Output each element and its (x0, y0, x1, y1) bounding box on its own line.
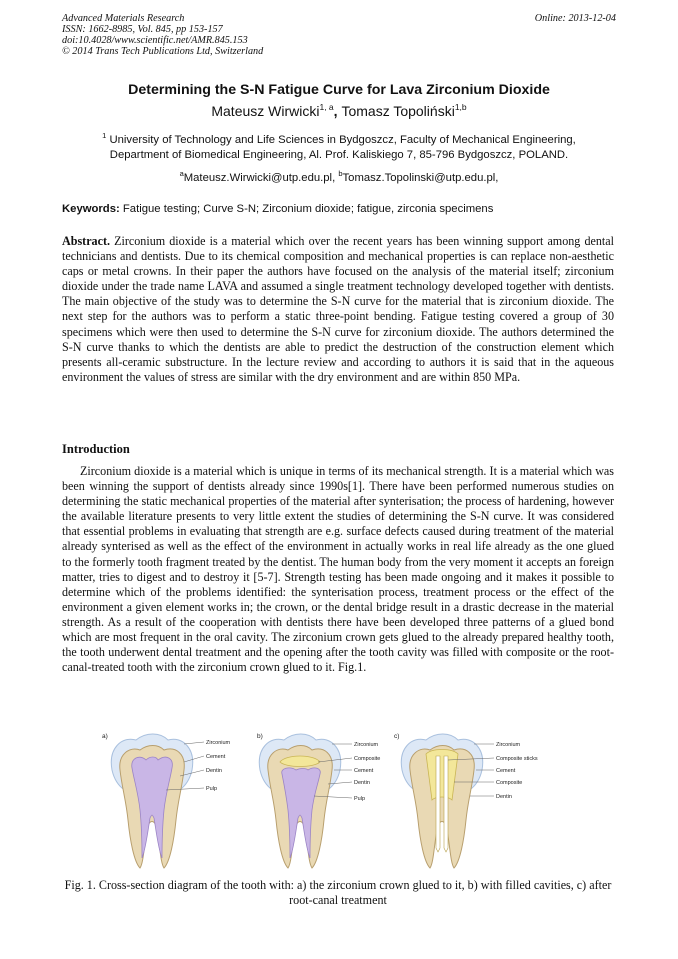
figure-caption: Fig. 1. Cross-section diagram of the tooth with: a) the zirconium crown glued to it, b) with filled cavities, c) after root-canal treatment (64, 878, 612, 908)
panel-b-label-5: Pulp (354, 796, 366, 802)
panel-b (257, 733, 380, 868)
copyright: © 2014 Trans Tech Publications Ltd, Switzerland (62, 46, 264, 57)
panel-a-label-3: Dentin (206, 768, 222, 774)
author-1-sup: 1, a (319, 102, 334, 112)
panel-a (102, 733, 231, 868)
panel-b-label-1: Zirconium (354, 742, 379, 748)
introduction-text: Zirconium dioxide is a material which is unique in terms of its mechanical strength. It is a material which was been winning the support of dentists already since 1990s[1]. There have been performed numerous studies on determining the static mechanical properties of the material after synterisation; the process of hardening, however the available literature presents to very little extent the studies of determining the S-N curve. It was considered that essential problems in evaluating that strength are e.g. surface defects caused during treatment of the material already synterised as well as the effect of the environment in actually works in real life already as the one glued to the formerly tooth fragment treated by the dentist. The human body from the very moment it accepts an foreign matter, tries to digest and to destroy it [5-7]. Strength testing has been made ongoing and it makes it possible to determine which of the problems identified: the synterisation process, treatment process or the effect of the environment a given element works in; the crown, or the dental bridge result in a drastic decrease in the material strength. As a result of the cooperation with dentists there have been developed three patterns of a glued bond which are most frequent in the oral cavity. The zirconium crown gets glued to the already prepared healthy tooth, the tooth underwent dental treatment and the opening after the tooth cavity was filled with composite or the root-canal-treated tooth with the zirconium crown glued to it. Fig.1. (62, 464, 614, 675)
keywords-text: Fatigue testing; Curve S-N; Zirconium dioxide; fatigue, zirconia specimens (119, 203, 494, 215)
panel-b-composite (280, 756, 320, 767)
journal-header (62, 13, 263, 57)
panel-b-label-4: Dentin (354, 780, 370, 786)
email-b-sup: b (338, 169, 343, 178)
panel-a-label-2: Cement (206, 754, 226, 760)
panel-c-composite-core (426, 750, 458, 801)
online-date: Online: 2013-12-04 (534, 13, 616, 24)
introduction-heading: Introduction (62, 442, 130, 456)
affiliation (0, 128, 678, 163)
panel-a-label-4: Pulp (206, 786, 218, 792)
email-a-sup: a (179, 169, 184, 178)
panel-c-label-3: Cement (496, 768, 516, 774)
doi: doi:10.4028/www.scientific.net/AMR.845.153 (62, 35, 248, 46)
panel-c-label: c) (394, 733, 400, 740)
panel-b-label-3: Cement (354, 768, 374, 774)
author-separator: , (333, 103, 342, 119)
keywords-label: Keywords: (62, 203, 120, 215)
abstract-text: Zirconium dioxide is a material which over the recent years has been winning support among dental technicians and dentists. Due to its chemical composition and mechanical properties is can replace non-aesthetic caps or metal crowns. In their paper the authors have focused on the analysis of the material itself; zirconium dioxide under the trade name LAVA and assumed a single treatment technology developed together with dentists. The main objective of the study was to determine the S-N curve for the material that is zirconium dioxide. The next step for the authors was to perform a static three-point bending. Fatigue testing covered a group of 30 specimens which were then used to determine the S-N curve for zirconium dioxide. The authors determined the S-N curve thanks to which the dentists are able to predict the destruction of the construction element which presents all-ceramic substructure. In the lecture review and according to authors it is said that in the aqueous environment the values of stress are similar with the dry environment and are within 850 MPa. (62, 234, 614, 384)
keywords (62, 203, 493, 215)
email-a: Mateusz.Wirwicki@utp.edu.pl, (183, 172, 339, 184)
panel-a-label-1: Zirconium (206, 740, 231, 746)
panel-b-label: b) (257, 733, 263, 740)
author-1: Mateusz Wirwicki (211, 103, 320, 119)
issn: ISSN: 1662-8985, Vol. 845, pp 153-157 (62, 24, 223, 35)
paper-title: Determining the S-N Fatigue Curve for Lava Zirconium Dioxide (128, 82, 550, 98)
email-b: Tomasz.Topolinski@utp.edu.pl, (342, 172, 499, 184)
author-2: Tomasz Topoliński (341, 103, 455, 119)
panel-c-label-1: Zirconium (496, 742, 521, 748)
affiliation-sup: 1 (102, 131, 107, 140)
panel-b-label-2: Composite (354, 756, 381, 762)
email-line (0, 166, 678, 186)
panel-c-label-2: Composite sticks (496, 756, 538, 762)
panel-a-label: a) (102, 733, 108, 740)
panel-c (394, 733, 538, 868)
journal-name: Advanced Materials Research (62, 13, 185, 24)
affiliation-line-1: University of Technology and Life Sciences in Bydgoszcz, Faculty of Mechanical Engineering, (109, 134, 576, 146)
panel-c-label-5: Dentin (496, 794, 512, 800)
abstract (62, 234, 614, 385)
affiliation-line-2: Department of Biomedical Engineering, Al. Prof. Kaliskiego 7, 85-796 Bydgoszcz, POLAND. (109, 149, 569, 161)
tooth-cross-section-figure (100, 730, 578, 872)
author-2-sup: 1,b (454, 102, 467, 112)
author-line (0, 102, 678, 119)
panel-c-label-4: Composite (496, 780, 523, 786)
abstract-label: Abstract. (62, 234, 111, 248)
